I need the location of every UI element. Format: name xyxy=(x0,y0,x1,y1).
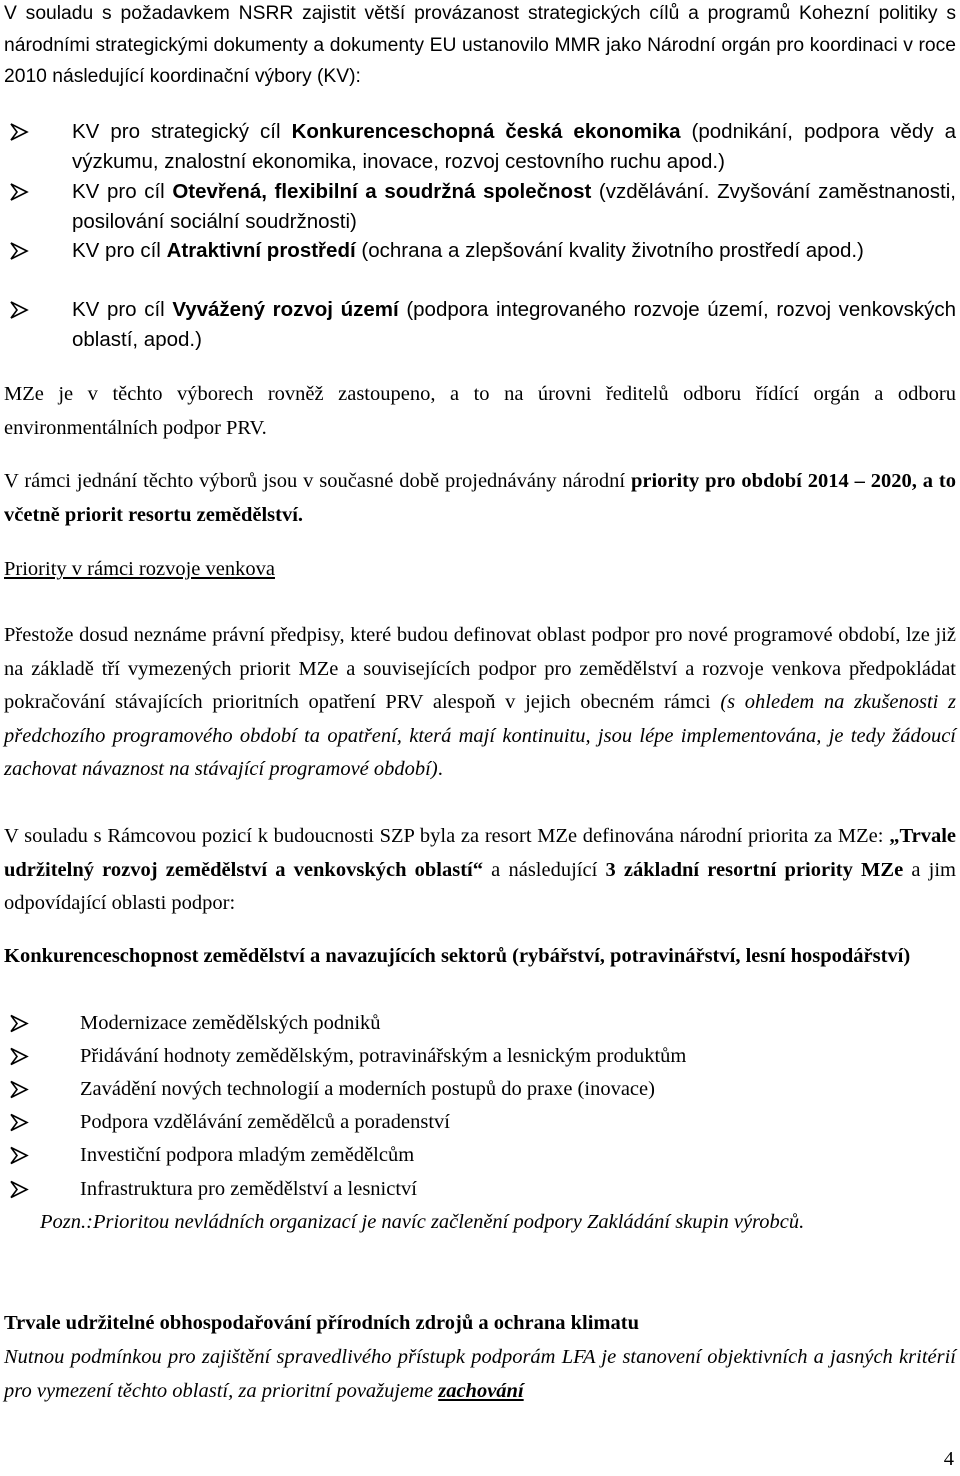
priority-1-item: Modernizace zemědělských podniků xyxy=(8,1007,956,1041)
mze-paragraph: MZe je v těchto výborech rovněž zastoupeno, a to na úrovni ředitelů odboru řídící orgán a odboru environmentálních podpor PRV. xyxy=(4,383,956,439)
national-priorities-paragraph xyxy=(4,465,956,532)
kv-item-prefix: KV pro strategický cíl xyxy=(72,120,292,143)
kv-list-item xyxy=(8,117,956,177)
legal-italic-text: (s ohledem na zkušenosti z předchozího programového období ta opatření, která mají kontinuitu, jsou lépe implementována, je tedy žádoucí zachovat návaznost na stávající programové období) xyxy=(4,691,956,780)
kv-item-detail: (podnikání, podpora vědy a výzkumu, znalostní ekonomika, inovace, rozvoj cestovního ruchu apod.) xyxy=(72,120,957,173)
priorities-text: V rámci jednání těchto výborů jsou v současné době projednávány národní xyxy=(4,470,631,492)
resort-priorities-label: 3 základní resortní priority MZe xyxy=(605,858,904,881)
kv-item-prefix: KV pro cíl xyxy=(72,239,167,262)
kv-item-detail: (podpora integrovaného rozvoje území, rozvoj venkovských oblastí, apod.) xyxy=(72,298,957,351)
kv-item-goal: Konkurenceschopná česká ekonomika xyxy=(291,120,681,143)
szp-text: V souladu s Rámcovou pozicí k budoucnosti SZP byla za resort MZe definována národní priorita za MZe: xyxy=(4,825,890,847)
szp-text-mid: a následující xyxy=(483,858,606,881)
arrow-bullet-icon xyxy=(8,295,38,325)
national-priority-title: „Trvale udržitelný rozvoj zemědělství a venkovských oblastí“ xyxy=(4,825,956,881)
kv-list-item xyxy=(8,295,956,355)
kv-item-prefix: KV pro cíl xyxy=(72,298,173,321)
szp-paragraph xyxy=(4,820,956,921)
arrow-bullet-icon xyxy=(8,117,38,147)
kv-item-goal: Otevřená, flexibilní a soudržná společnost xyxy=(172,180,592,203)
szp-text-end: a jim odpovídající oblasti podpor: xyxy=(4,858,956,914)
priorities-bold-text: priority pro období 2014 – 2020, a to včetně priorit resortu zemědělství. xyxy=(4,470,957,526)
priority-2-text xyxy=(4,1341,956,1408)
kv-list-item xyxy=(8,236,956,266)
arrow-bullet-icon xyxy=(8,1073,38,1106)
legal-basis-paragraph xyxy=(4,619,956,787)
arrow-bullet-icon xyxy=(8,1040,38,1073)
arrow-bullet-icon xyxy=(8,1007,38,1040)
arrow-bullet-icon xyxy=(8,1173,38,1206)
priority-1-item: Zavádění nových technologií a moderních postupů do praxe (inovace) xyxy=(8,1073,956,1107)
priority-2-italic-text: Nutnou podmínkou pro zajištění spravedlivého přístupk podporám LFA je stanovení objektivních a jasných kritérií pro vymezení těchto oblastí, za prioritní považujeme xyxy=(4,1346,956,1402)
kv-item-detail: (vzdělávání. Zvyšování zaměstnanosti, posilování sociální soudržnosti) xyxy=(72,180,956,233)
priority-1-item: Investiční podpora mladým zemědělcům xyxy=(8,1139,956,1173)
kv-item-prefix: KV pro cíl xyxy=(72,180,173,203)
legal-text: Přestože dosud neznáme právní předpisy, které budou definovat oblast podpor pro nové programové období, lze již na základě tří vymezených priorit MZe a souvisejících podpor pro zemědělství a rozvoje venkova předpokládat pokračování stávajících prioritních opatření PRV alespoň v jejich obecném rámci xyxy=(4,624,956,713)
priority-1-item: Podpora vzdělávání zemědělců a poradenství xyxy=(8,1106,956,1140)
intro-paragraph: V souladu s požadavkem NSRR zajistit větší provázanost strategických cílů a programů Kohezní politiky s národními strategickými dokumenty a dokumenty EU ustanovilo MMR jako Národní orgán pro koordinaci v roce 2010 následující koordinační výbory (KV): xyxy=(4,3,956,87)
kv-item-goal: Vyvážený rozvoj území xyxy=(172,298,399,321)
kv-item-detail: (ochrana a zlepšování kvality životního prostředí apod.) xyxy=(355,239,864,262)
priority-2-emphasis: zachování xyxy=(438,1379,524,1402)
section-heading: Priority v rámci rozvoje venkova xyxy=(4,558,275,580)
arrow-bullet-icon xyxy=(8,177,38,207)
priority-2-heading: Trvale udržitelné obhospodařování přírodních zdrojů a ochrana klimatu xyxy=(4,1312,639,1334)
priority-1-heading: Konkurenceschopnost zemědělství a navazujících sektorů (rybářství, potravinářství, lesní hospodářství) xyxy=(4,945,911,967)
priority-1-item: Přidávání hodnoty zemědělským, potravinářským a lesnickým produktům xyxy=(8,1040,956,1074)
arrow-bullet-icon xyxy=(8,236,38,266)
arrow-bullet-icon xyxy=(8,1106,38,1139)
priority-1-item: Infrastruktura pro zemědělství a lesnictví xyxy=(8,1173,956,1207)
kv-item-goal: Atraktivní prostředí xyxy=(166,239,356,262)
arrow-bullet-icon xyxy=(8,1139,38,1172)
kv-list-item xyxy=(8,177,956,237)
legal-end: . xyxy=(437,758,443,780)
page-number: 4 xyxy=(943,1448,954,1470)
priority-1-note: Pozn.:Prioritou nevládních organizací je navíc začlenění podpory Zakládání skupin výrobců. xyxy=(40,1211,805,1233)
